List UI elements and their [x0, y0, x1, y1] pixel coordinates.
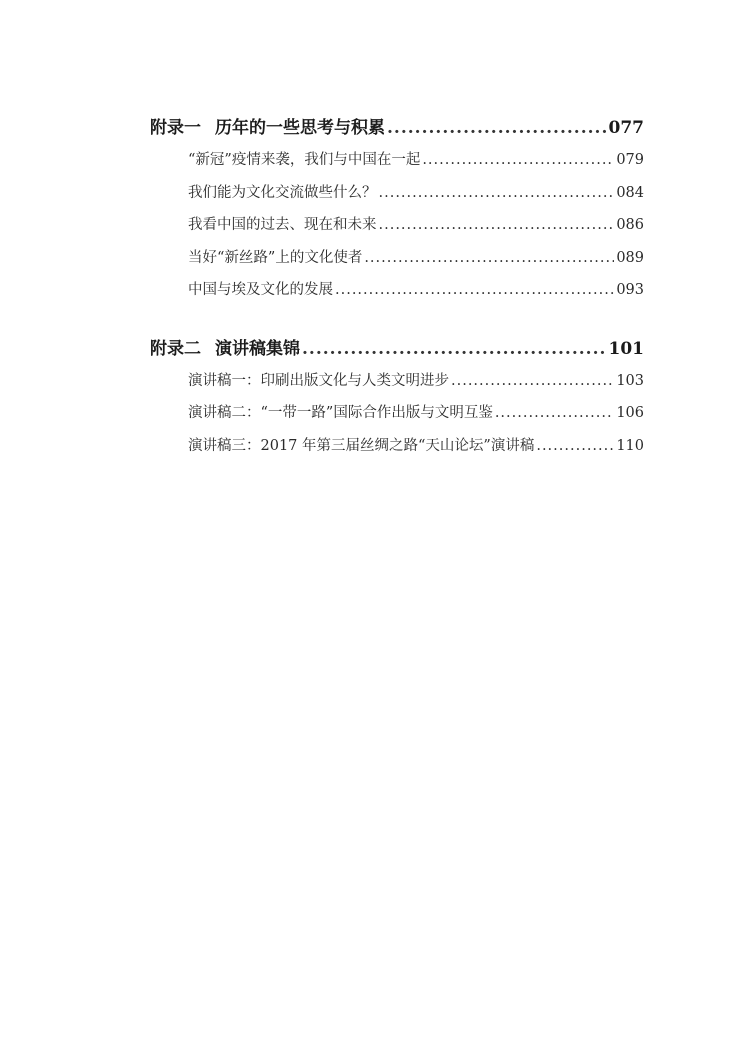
- section-label: 附录二: [150, 338, 201, 359]
- page-number: 110: [616, 437, 644, 454]
- page-number: 086: [616, 217, 644, 233]
- toc-entry[interactable]: [150, 242, 644, 275]
- toc-heading[interactable]: [150, 112, 644, 144]
- entry-title: 当好“新丝路”上的文化使者: [188, 249, 363, 266]
- section-title: 历年的一些思考与积累: [215, 118, 385, 138]
- page-number: 077: [608, 118, 644, 138]
- leader-dots: [387, 112, 607, 144]
- toc-entry[interactable]: [150, 177, 644, 210]
- entry-title: 演讲稿一：印刷出版文化与人类文明进步: [188, 372, 449, 389]
- entry-title: “新冠”疫情来袭，我们与中国在一起: [188, 152, 421, 168]
- page-number: 106: [616, 405, 644, 421]
- section-label: 附录一: [150, 118, 201, 138]
- entry-title: 演讲稿三：2017 年第三届丝绸之路“天山论坛”演讲稿: [188, 437, 535, 454]
- leader-dots: [379, 177, 615, 210]
- page-number: 103: [616, 372, 644, 389]
- entry-title: 我看中国的过去、现在和未来: [188, 217, 377, 233]
- toc-entry[interactable]: [150, 430, 644, 463]
- leader-dots: [335, 274, 614, 307]
- toc-entry[interactable]: [150, 274, 644, 307]
- entry-title: 我们能为文化交流做些什么？: [188, 184, 377, 201]
- toc-entry[interactable]: [150, 144, 644, 177]
- leader-dots: [379, 209, 615, 242]
- toc-section-appendix-2: [150, 333, 644, 463]
- page-number: 084: [616, 184, 644, 201]
- section-title: 演讲稿集锦: [215, 338, 300, 359]
- leader-dots: [364, 242, 614, 275]
- toc-entry[interactable]: [150, 365, 644, 398]
- toc-entry[interactable]: [150, 397, 644, 430]
- table-of-contents: [150, 112, 644, 488]
- leader-dots: [495, 397, 614, 430]
- page-number: 101: [608, 338, 644, 359]
- leader-dots: [422, 144, 614, 177]
- entry-title: 演讲稿二：“一带一路”国际合作出版与文明互鉴: [188, 405, 493, 421]
- entry-title: 中国与埃及文化的发展: [188, 282, 333, 298]
- page-number: 079: [616, 152, 644, 168]
- leader-dots: [302, 333, 607, 365]
- toc-heading[interactable]: [150, 333, 644, 365]
- leader-dots: [451, 365, 614, 398]
- toc-entry[interactable]: [150, 209, 644, 242]
- page-number: 089: [616, 249, 644, 266]
- page-number: 093: [616, 282, 644, 298]
- toc-section-appendix-1: [150, 112, 644, 307]
- leader-dots: [536, 430, 614, 463]
